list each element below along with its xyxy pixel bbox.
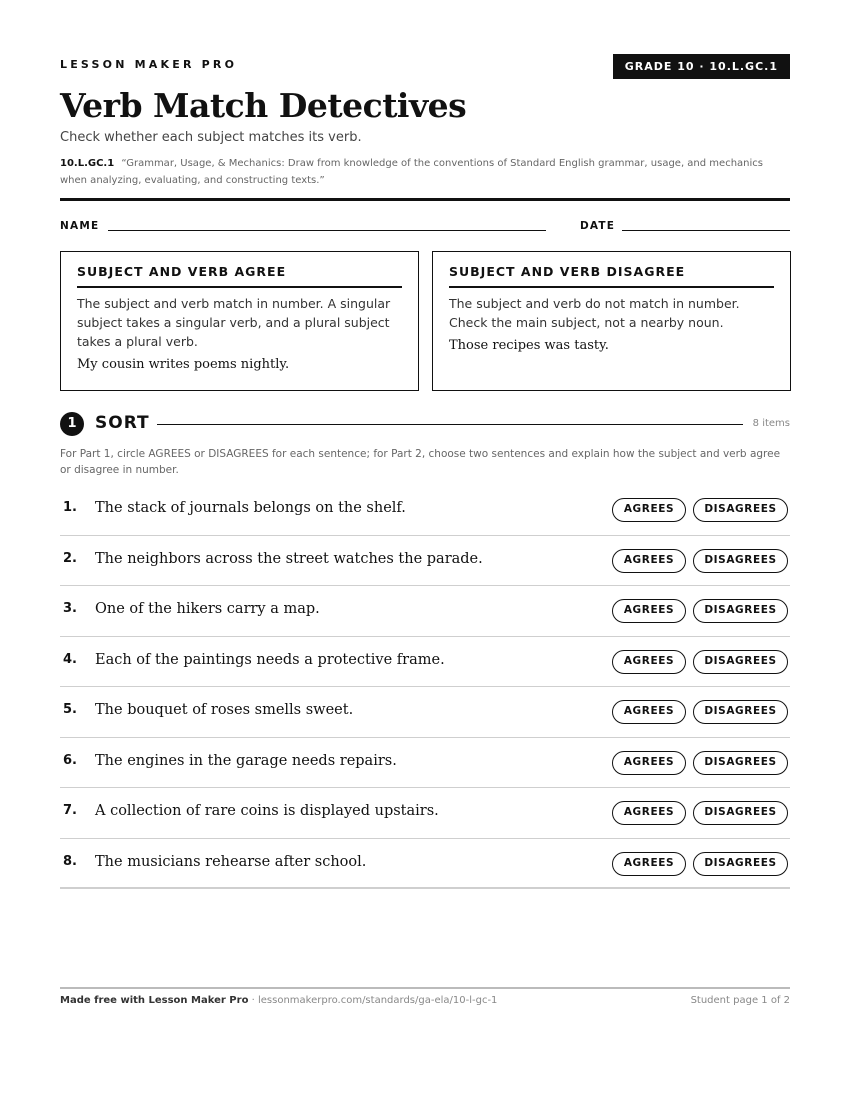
disagrees-option[interactable]: DISAGREES bbox=[693, 650, 788, 674]
page-subtitle: Check whether each subject matches its verb. bbox=[60, 130, 362, 145]
disagree-definition-box bbox=[432, 251, 791, 391]
agrees-option[interactable]: AGREES bbox=[612, 549, 686, 573]
question-item bbox=[60, 637, 790, 688]
disagrees-option[interactable]: DISAGREES bbox=[693, 700, 788, 724]
date-label: DATE bbox=[580, 220, 616, 232]
question-sentence: The bouquet of roses smells sweet. bbox=[95, 702, 354, 718]
agrees-option[interactable]: AGREES bbox=[612, 751, 686, 775]
question-sentence: The engines in the garage needs repairs. bbox=[95, 752, 397, 769]
page-indicator: Student page 1 of 2 bbox=[690, 995, 790, 1006]
agree-box-title: SUBJECT AND VERB AGREE bbox=[77, 264, 402, 288]
agrees-option[interactable]: AGREES bbox=[612, 599, 686, 623]
grade-badge: GRADE 10 · 10.L.GC.1 bbox=[613, 54, 790, 79]
disagree-box-description: The subject and verb do not match in number. Check the main subject, not a nearby noun. bbox=[449, 296, 740, 330]
disagrees-option[interactable]: DISAGREES bbox=[693, 549, 788, 573]
disagree-box-example: Those recipes was tasty. bbox=[449, 338, 609, 353]
agrees-option[interactable]: AGREES bbox=[612, 498, 686, 522]
question-sentence: A collection of rare coins is displayed upstairs. bbox=[95, 803, 439, 819]
agree-box-description: The subject and verb match in number. A singular subject takes a singular verb, and a plural subject takes a plural verb. bbox=[77, 296, 391, 349]
question-sentence: The stack of journals belongs on the shelf. bbox=[95, 500, 406, 516]
question-list bbox=[60, 485, 790, 889]
question-number: 7. bbox=[63, 803, 77, 818]
question-item bbox=[60, 586, 790, 637]
footer-credit bbox=[60, 995, 497, 1006]
question-sentence: The musicians rehearse after school. bbox=[95, 853, 367, 870]
question-number: 5. bbox=[63, 702, 77, 717]
question-item bbox=[60, 839, 790, 890]
question-sentence: One of the hikers carry a map. bbox=[95, 601, 320, 617]
disagree-box-title: SUBJECT AND VERB DISAGREE bbox=[449, 264, 774, 288]
section-number-badge: 1 bbox=[60, 412, 84, 436]
standard-description bbox=[60, 155, 790, 189]
disagrees-option[interactable]: DISAGREES bbox=[693, 498, 788, 522]
footer-url[interactable]: · lessonmakerpro.com/standards/ga-ela/10-l-gc-1 bbox=[248, 995, 498, 1006]
agree-definition-box bbox=[60, 251, 419, 391]
disagrees-option[interactable]: DISAGREES bbox=[693, 599, 788, 623]
disagrees-option[interactable]: DISAGREES bbox=[693, 852, 788, 876]
footer-made-with: Made free with Lesson Maker Pro bbox=[60, 995, 249, 1006]
item-count: 8 items bbox=[752, 418, 790, 429]
agree-box-example: My cousin writes poems nightly. bbox=[77, 357, 290, 372]
question-item bbox=[60, 738, 790, 789]
question-number: 3. bbox=[63, 601, 77, 616]
question-item bbox=[60, 485, 790, 536]
header-divider bbox=[60, 198, 790, 201]
question-item bbox=[60, 536, 790, 587]
question-number: 1. bbox=[63, 500, 77, 515]
section-divider bbox=[157, 424, 743, 425]
standard-code: 10.L.GC.1 bbox=[60, 158, 115, 169]
question-number: 8. bbox=[63, 853, 77, 869]
disagrees-option[interactable]: DISAGREES bbox=[693, 751, 788, 775]
question-number: 4. bbox=[63, 651, 77, 667]
question-sentence: Each of the paintings needs a protective frame. bbox=[95, 651, 445, 668]
name-label: NAME bbox=[60, 220, 100, 232]
date-field[interactable] bbox=[622, 230, 790, 231]
section-title: SORT bbox=[95, 413, 150, 433]
question-number: 2. bbox=[63, 550, 77, 566]
section-instructions: For Part 1, circle AGREES or DISAGREES for each sentence; for Part 2, choose two sentences and explain how the subject and verb agree or disagree in number. bbox=[60, 448, 781, 476]
question-item bbox=[60, 687, 790, 738]
name-field[interactable] bbox=[108, 230, 546, 231]
standard-text: “Grammar, Usage, & Mechanics: Draw from knowledge of the conventions of Standard English grammar, usage, and mechanics when analyzing, evaluating, and constructing texts.” bbox=[60, 158, 763, 186]
disagrees-option[interactable]: DISAGREES bbox=[693, 801, 788, 825]
agrees-option[interactable]: AGREES bbox=[612, 801, 686, 825]
page-title: Verb Match Detectives bbox=[60, 86, 467, 125]
footer-divider bbox=[60, 987, 790, 989]
agrees-option[interactable]: AGREES bbox=[612, 700, 686, 724]
question-sentence: The neighbors across the street watches the parade. bbox=[95, 550, 483, 567]
question-item bbox=[60, 788, 790, 839]
brand-name: LESSON MAKER PRO bbox=[60, 58, 238, 71]
question-number: 6. bbox=[63, 752, 77, 768]
agrees-option[interactable]: AGREES bbox=[612, 852, 686, 876]
agrees-option[interactable]: AGREES bbox=[612, 650, 686, 674]
